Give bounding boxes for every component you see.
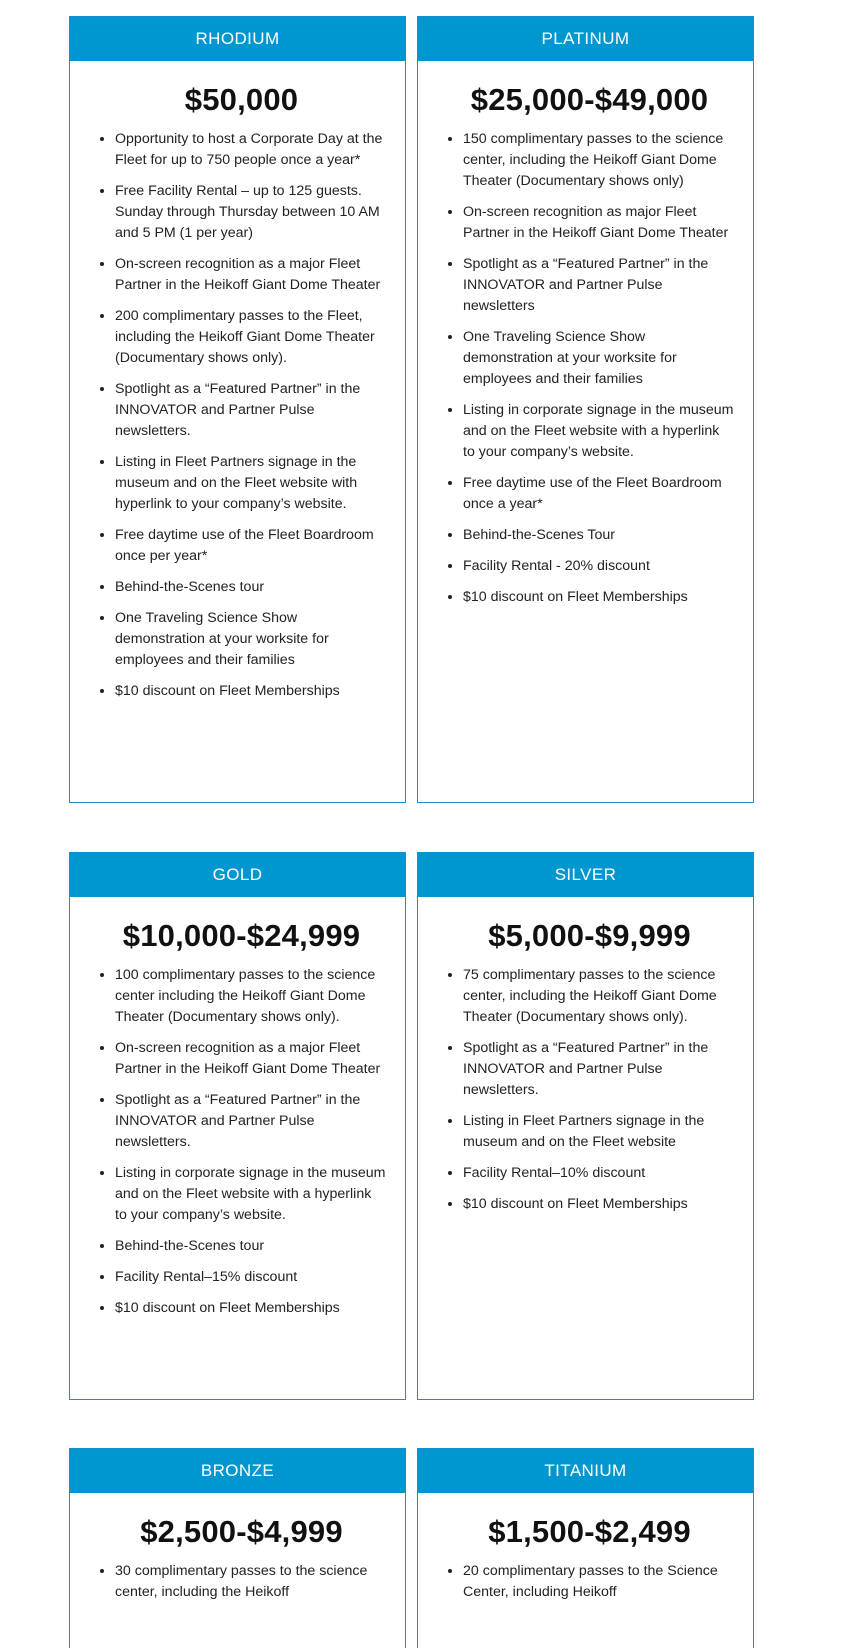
benefit-item: • $10 discount on Fleet Memberships: [463, 587, 735, 608]
tier-title: TITANIUM: [418, 1449, 753, 1493]
tier-row-2: [69, 852, 754, 1400]
benefit-item: • On-screen recognition as a major Fleet Partner in the Heikoff Giant Dome Theater: [115, 1038, 387, 1080]
benefit-item: • 200 complimentary passes to the Fleet, including the Heikoff Giant Dome Theater (Documentary shows only).: [115, 306, 387, 369]
tier-price: $10,000-$24,999: [122, 918, 361, 953]
benefit-item: • 75 complimentary passes to the science center, including the Heikoff Giant Dome Theater (Documentary shows only).: [463, 965, 735, 1028]
benefit-list: [70, 129, 405, 702]
benefit-item: • Listing in corporate signage in the museum and on the Fleet website with a hyperlink to your company’s website.: [115, 1163, 387, 1226]
benefit-item: • Free daytime use of the Fleet Boardroom once per year*: [115, 525, 387, 567]
benefit-item: • Spotlight as a “Featured Partner” in the INNOVATOR and Partner Pulse newsletters.: [115, 1090, 387, 1153]
benefit-item: • Behind-the-Scenes tour: [115, 577, 387, 598]
benefit-item: • Listing in corporate signage in the museum and on the Fleet website with a hyperlink to your company’s website.: [463, 400, 735, 463]
tier-card-silver: [417, 852, 754, 1400]
benefit-item: • Free daytime use of the Fleet Boardroom once a year*: [463, 473, 735, 515]
benefit-item: • Facility Rental–10% discount: [463, 1163, 735, 1184]
benefit-item: • On-screen recognition as a major Fleet Partner in the Heikoff Giant Dome Theater: [115, 254, 387, 296]
tier-price: $2,500-$4,999: [140, 1514, 343, 1549]
benefit-item: • One Traveling Science Show demonstration at your worksite for employees and their families: [115, 608, 387, 671]
benefit-item: • One Traveling Science Show demonstration at your worksite for employees and their families: [463, 327, 735, 390]
benefit-item: • Facility Rental - 20% discount: [463, 556, 735, 577]
benefit-item: • $10 discount on Fleet Memberships: [463, 1194, 735, 1215]
tier-card-gold: [69, 852, 406, 1400]
benefit-item: • Spotlight as a “Featured Partner” in the INNOVATOR and Partner Pulse newsletters.: [463, 1038, 735, 1101]
benefit-item: • Spotlight as a “Featured Partner” in the INNOVATOR and Partner Pulse newsletters: [463, 254, 735, 317]
benefit-list: [418, 965, 753, 1215]
tier-price: $50,000: [184, 82, 299, 117]
benefit-item: • 20 complimentary passes to the Science Center, including Heikoff: [463, 1561, 735, 1603]
tier-title: SILVER: [418, 853, 753, 897]
benefit-list: [418, 129, 753, 608]
tier-title: PLATINUM: [418, 17, 753, 61]
benefit-item: • Free Facility Rental – up to 125 guests. Sunday through Thursday between 10 AM and 5 PM (1 per year): [115, 181, 387, 244]
benefit-item: • 30 complimentary passes to the science center, including the Heikoff: [115, 1561, 387, 1603]
tier-card-titanium: [417, 1448, 754, 1648]
benefit-item: • Facility Rental–15% discount: [115, 1267, 387, 1288]
tier-title: BRONZE: [70, 1449, 405, 1493]
tier-price: $5,000-$9,999: [488, 918, 691, 953]
tier-price: $25,000-$49,000: [470, 82, 709, 117]
benefit-item: • Listing in Fleet Partners signage in the museum and on the Fleet website with hyperlink to your company’s website.: [115, 452, 387, 515]
benefit-item: • $10 discount on Fleet Memberships: [115, 681, 387, 702]
benefit-item: • Listing in Fleet Partners signage in the museum and on the Fleet website: [463, 1111, 735, 1153]
tier-row-3: [69, 1448, 754, 1648]
benefit-list: [70, 965, 405, 1319]
tier-card-platinum: [417, 16, 754, 803]
benefit-item: • 100 complimentary passes to the science center including the Heikoff Giant Dome Theater (Documentary shows only).: [115, 965, 387, 1028]
tier-card-rhodium: [69, 16, 406, 803]
benefit-list: [418, 1561, 753, 1603]
benefit-item: • 150 complimentary passes to the science center, including the Heikoff Giant Dome Theater (Documentary shows only): [463, 129, 735, 192]
benefit-item: • Spotlight as a “Featured Partner” in the INNOVATOR and Partner Pulse newsletters.: [115, 379, 387, 442]
benefit-list: [70, 1561, 405, 1603]
benefit-item: • $10 discount on Fleet Memberships: [115, 1298, 387, 1319]
benefit-item: • Behind-the-Scenes Tour: [463, 525, 735, 546]
tier-row-1: [69, 16, 754, 803]
tier-title: GOLD: [70, 853, 405, 897]
benefit-item: • Opportunity to host a Corporate Day at the Fleet for up to 750 people once a year*: [115, 129, 387, 171]
tier-card-bronze: [69, 1448, 406, 1648]
tier-title: RHODIUM: [70, 17, 405, 61]
benefit-item: • On-screen recognition as major Fleet Partner in the Heikoff Giant Dome Theater: [463, 202, 735, 244]
tier-price: $1,500-$2,499: [488, 1514, 691, 1549]
benefit-item: • Behind-the-Scenes tour: [115, 1236, 387, 1257]
